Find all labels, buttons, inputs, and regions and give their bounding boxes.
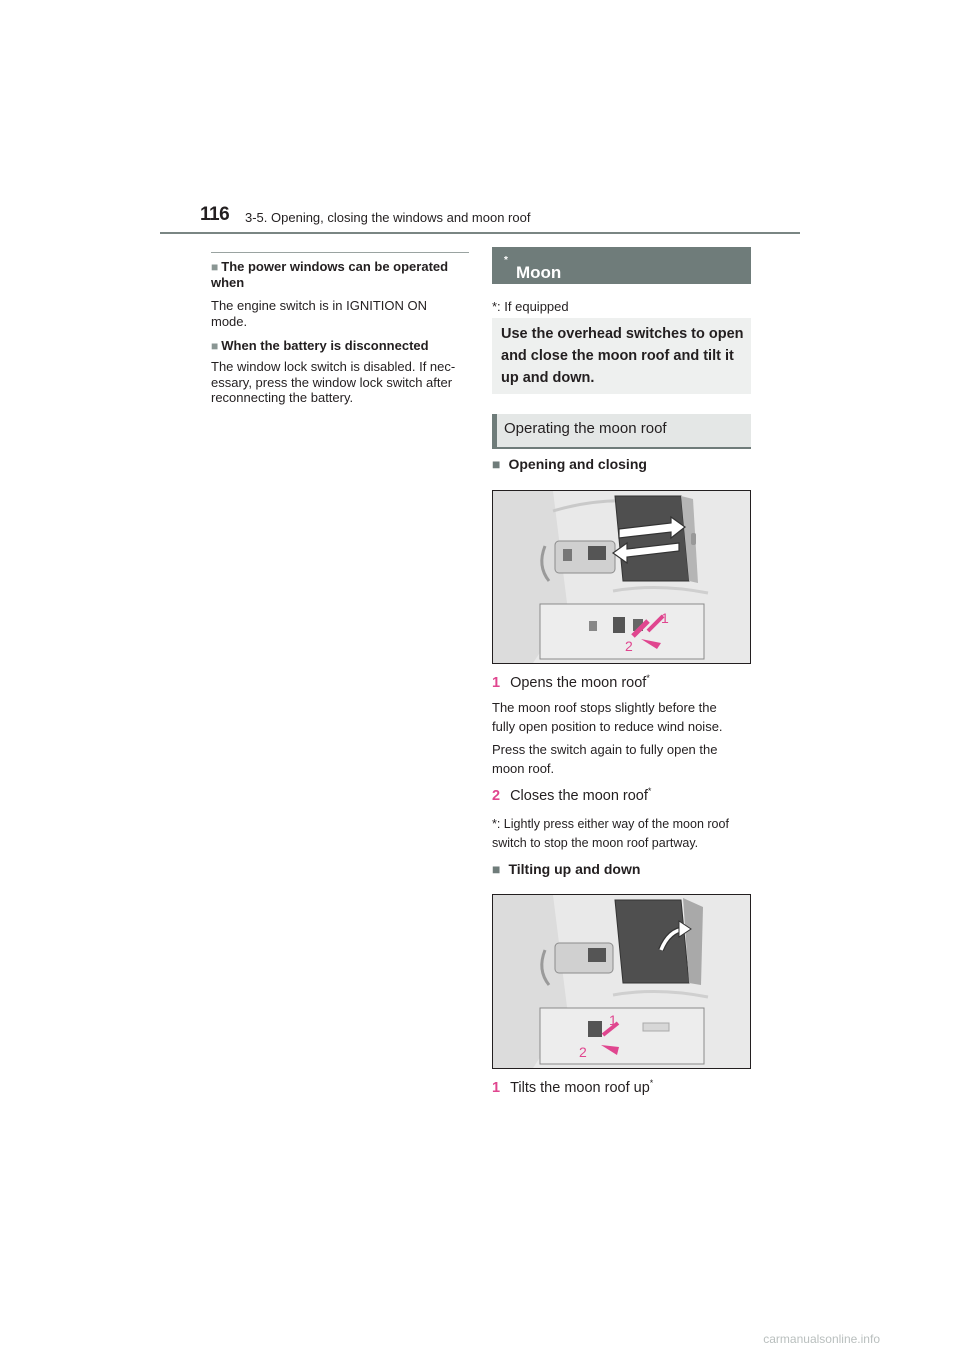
chapter-title: 3-5. Opening, closing the windows and moon roof [245, 210, 531, 225]
square-bullet-icon: ■ [211, 260, 219, 274]
square-bullet-icon: ■ [492, 456, 501, 472]
footnote-partway: *: Lightly press either way of the moon roof switch to stop the moon roof partway. [492, 817, 729, 850]
page-number: 116 [200, 204, 230, 225]
banner-mark: * [504, 255, 508, 266]
tilt-illustration [492, 894, 751, 1069]
note-body: The window lock switch is disabled. If nec-essary, press the window lock switch after reconnecting the battery. [211, 359, 456, 405]
watermark: carmanualsonline.info [763, 1332, 880, 1346]
left-column-rule [211, 252, 469, 253]
callout-1: 1 [609, 1012, 617, 1028]
callout-2: 2 [579, 1044, 587, 1060]
square-bullet-icon: ■ [492, 861, 501, 877]
section-tilt: ■ Tilting up and down [492, 861, 641, 877]
summary-box [492, 318, 751, 394]
footnote-equipped: *: If equipped [492, 299, 569, 314]
subheading-text: Operating the moon roof [504, 420, 667, 437]
callout-2: 2 [625, 638, 633, 654]
section-open-close: ■ Opening and closing [492, 456, 647, 472]
tilt-illustration-svg [493, 895, 750, 1068]
square-bullet-icon: ■ [211, 339, 219, 353]
banner-title: Moon roof [516, 263, 562, 302]
step-1-note-1: The moon roof stops slightly before the fully open position to reduce wind noise. [492, 700, 723, 734]
callout-1: 1 [661, 610, 669, 626]
note-body: The engine switch is in IGNITION ON mode. [211, 298, 428, 329]
step-1: 1 Opens the moon roof* [492, 673, 650, 691]
summary-text: Use the overhead switches to open and close the moon roof and tilt it up and down. [501, 326, 744, 386]
left-note-1 [211, 259, 473, 329]
note-heading: When the battery is disconnected [221, 338, 429, 353]
left-note-2 [211, 338, 473, 406]
open-close-illustration [492, 490, 751, 664]
note-heading: The power windows can be operated when [211, 259, 449, 290]
tilt-step-1: 1 Tilts the moon roof up* [492, 1078, 654, 1096]
step-2: 2 Closes the moon roof* [492, 786, 652, 804]
moon-roof-banner [492, 247, 751, 302]
step-1-note-2: Press the switch again to fully open the moon roof. [492, 742, 718, 776]
subheading-box [492, 414, 751, 449]
open-close-illustration-svg [493, 491, 750, 663]
header-rule [160, 232, 800, 234]
